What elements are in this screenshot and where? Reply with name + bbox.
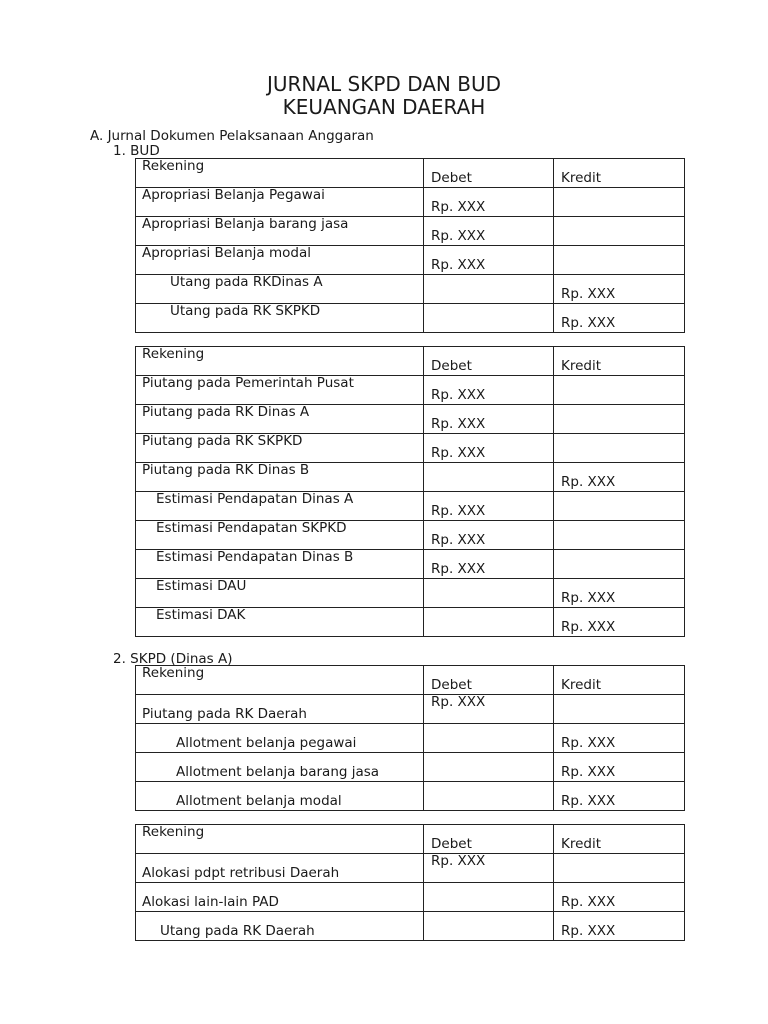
header-kredit: Kredit	[561, 358, 602, 374]
header-kredit: Kredit	[561, 836, 602, 852]
header-kredit: Kredit	[561, 170, 602, 186]
credit-amount: Rp. XXX	[561, 315, 616, 331]
debit-amount: Rp. XXX	[431, 694, 486, 710]
section-a-heading: A. Jurnal Dokumen Pelaksanaan Anggaran	[90, 128, 374, 144]
credit-amount: Rp. XXX	[561, 793, 616, 809]
account-name: Alokasi lain-lain PAD	[142, 894, 279, 910]
table-row	[136, 753, 685, 782]
table-row	[136, 724, 685, 753]
account-name: Apropriasi Belanja barang jasa	[142, 216, 349, 232]
header-kredit: Kredit	[561, 677, 602, 693]
table-row	[136, 912, 685, 941]
account-name: Estimasi Pendapatan Dinas B	[156, 549, 354, 565]
table-row	[136, 550, 685, 579]
debit-amount: Rp. XXX	[431, 257, 486, 273]
table-header-row	[136, 825, 685, 854]
journal-table-bud-1	[135, 158, 685, 333]
debit-amount: Rp. XXX	[431, 387, 486, 403]
account-name: Estimasi Pendapatan SKPKD	[156, 520, 347, 536]
account-name: Piutang pada RK Dinas A	[142, 404, 310, 420]
account-name: Piutang pada RK SKPKD	[142, 433, 303, 449]
header-debet: Debet	[431, 677, 472, 693]
debit-amount: Rp. XXX	[431, 561, 486, 577]
credit-amount: Rp. XXX	[561, 590, 616, 606]
header-rekening: Rekening	[142, 824, 205, 840]
header-rekening: Rekening	[142, 346, 205, 362]
table-row	[136, 188, 685, 217]
account-name: Piutang pada RK Daerah	[142, 706, 307, 722]
table-row	[136, 695, 685, 724]
credit-amount: Rp. XXX	[561, 474, 616, 490]
table-header-row	[136, 159, 685, 188]
table-row	[136, 782, 685, 811]
account-name: Utang pada RK Daerah	[160, 923, 315, 939]
account-name: Apropriasi Belanja Pegawai	[142, 187, 325, 203]
header-debet: Debet	[431, 170, 472, 186]
account-name: Allotment belanja barang jasa	[176, 764, 380, 780]
account-name: Estimasi DAU	[156, 578, 247, 594]
table-row	[136, 608, 685, 637]
credit-amount: Rp. XXX	[561, 764, 616, 780]
credit-amount: Rp. XXX	[561, 619, 616, 635]
journal-table-skpd-1	[135, 665, 685, 811]
document-title-line-2: KEUANGAN DAERAH	[282, 95, 486, 119]
journal-table-bud-2	[135, 346, 685, 637]
debit-amount: Rp. XXX	[431, 416, 486, 432]
account-name: Estimasi DAK	[156, 607, 246, 623]
table-row	[136, 275, 685, 304]
account-name: Estimasi Pendapatan Dinas A	[156, 491, 354, 507]
credit-amount: Rp. XXX	[561, 923, 616, 939]
section-2-heading: 2. SKPD (Dinas A)	[113, 651, 233, 667]
header-debet: Debet	[431, 358, 472, 374]
account-name: Apropriasi Belanja modal	[142, 245, 312, 261]
table-row	[136, 492, 685, 521]
document-title-line-1: JURNAL SKPD DAN BUD	[266, 72, 501, 96]
table-row	[136, 579, 685, 608]
account-name: Piutang pada RK Dinas B	[142, 462, 310, 478]
table-row	[136, 521, 685, 550]
table-row	[136, 854, 685, 883]
header-rekening: Rekening	[142, 158, 205, 174]
account-name: Allotment belanja pegawai	[176, 735, 357, 751]
table-row	[136, 405, 685, 434]
section-1-heading: 1. BUD	[113, 143, 160, 159]
table-header-row	[136, 666, 685, 695]
table-row	[136, 217, 685, 246]
table-row	[136, 463, 685, 492]
account-name: Piutang pada Pemerintah Pusat	[142, 375, 354, 391]
header-debet: Debet	[431, 836, 472, 852]
table-row	[136, 434, 685, 463]
debit-amount: Rp. XXX	[431, 853, 486, 869]
debit-amount: Rp. XXX	[431, 503, 486, 519]
account-name: Alokasi pdpt retribusi Daerah	[142, 865, 340, 881]
account-name: Utang pada RKDinas A	[170, 274, 323, 290]
table-header-row	[136, 347, 685, 376]
debit-amount: Rp. XXX	[431, 532, 486, 548]
header-rekening: Rekening	[142, 665, 205, 681]
credit-amount: Rp. XXX	[561, 735, 616, 751]
credit-amount: Rp. XXX	[561, 286, 616, 302]
table-row	[136, 376, 685, 405]
credit-amount: Rp. XXX	[561, 894, 616, 910]
journal-table-skpd-2	[135, 824, 685, 941]
debit-amount: Rp. XXX	[431, 228, 486, 244]
debit-amount: Rp. XXX	[431, 445, 486, 461]
table-row	[136, 304, 685, 333]
table-row	[136, 246, 685, 275]
debit-amount: Rp. XXX	[431, 199, 486, 215]
table-row	[136, 883, 685, 912]
account-name: Utang pada RK SKPKD	[170, 303, 321, 319]
account-name: Allotment belanja modal	[176, 793, 342, 809]
